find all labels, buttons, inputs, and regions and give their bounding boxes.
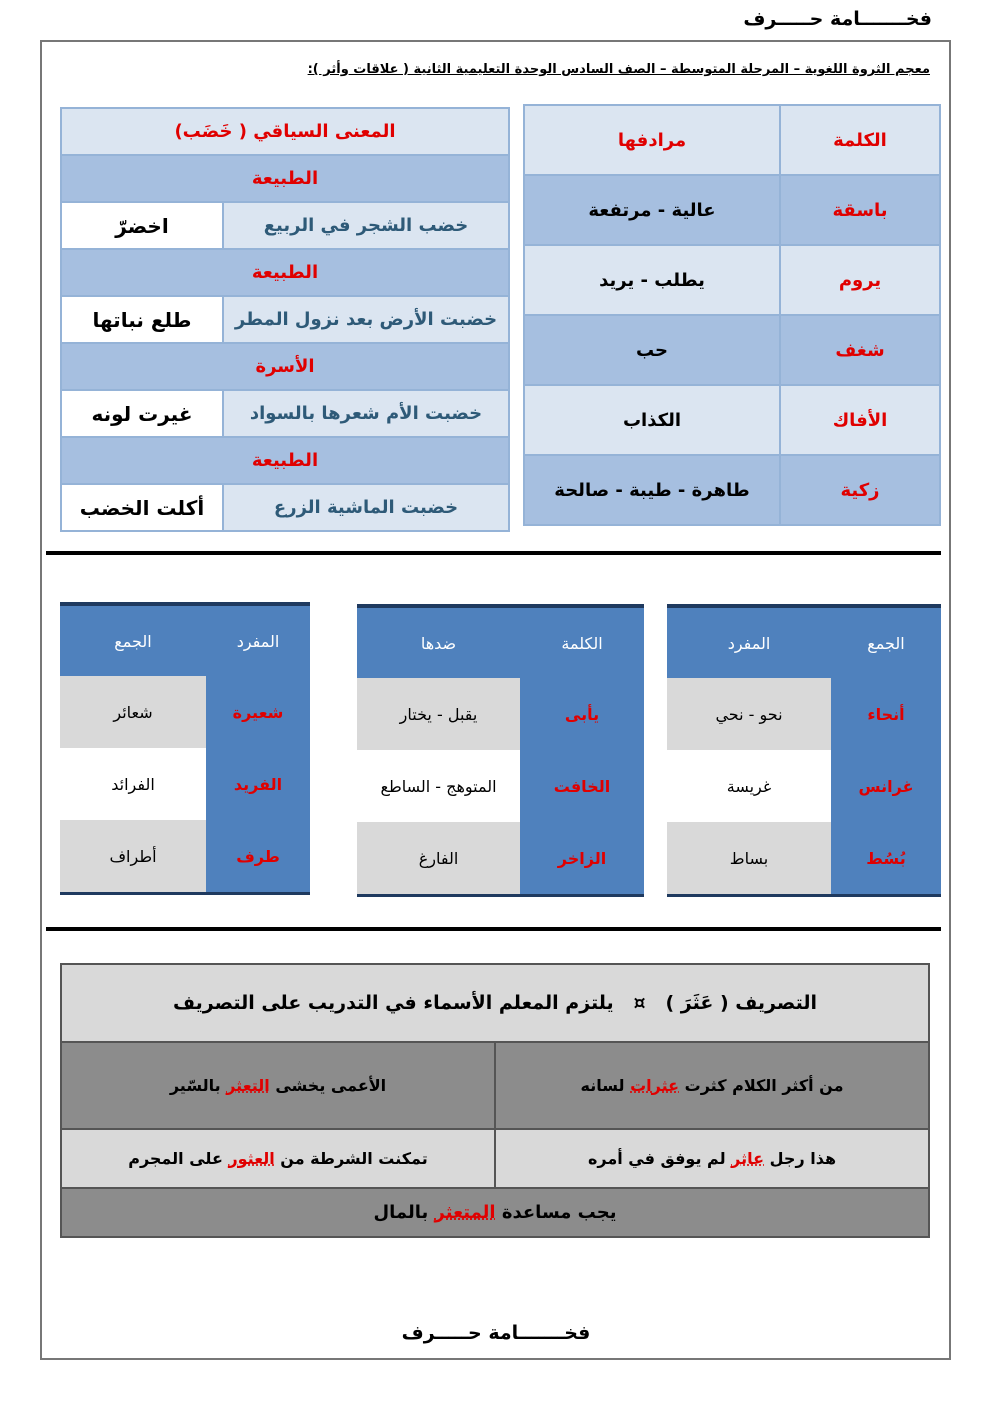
meaning-category: الطبيعة — [61, 155, 509, 202]
contextual-meaning-table — [60, 107, 510, 532]
meaning-value: طلع نباتها — [61, 296, 223, 343]
header-antonym: ضدها — [357, 608, 520, 678]
synonym-word: يروم — [780, 245, 940, 315]
synonym-value: الكذاب — [524, 385, 780, 455]
synonym-value: يطلب - يريد — [524, 245, 780, 315]
plural-word: الفرائد — [60, 748, 206, 820]
header-plural: الجمع — [831, 608, 941, 678]
singular-plural-table — [60, 602, 310, 895]
singular-word: نحو - نحي — [667, 678, 831, 750]
plural-word: شعائر — [60, 676, 206, 748]
antonym-value: الفارغ — [357, 822, 520, 894]
synonyms-header-synonym: مرادفها — [524, 105, 780, 175]
meaning-category: الأسرة — [61, 343, 509, 390]
antonym-value: يقبل - يختار — [357, 678, 520, 750]
meaning-sentence: خضب الشجر في الربيع — [223, 202, 509, 249]
conjugation-sentence: من أكثر الكلام كثرت عثرات لسانه — [495, 1042, 929, 1129]
conjugation-sentence: هذا رجل عاثر لم يوفق في أمره — [495, 1129, 929, 1188]
meaning-table-title: المعنى السياقي ( خَضَب) — [61, 108, 509, 155]
antonym-word: يأبى — [520, 678, 644, 750]
antonym-word: الزاخر — [520, 822, 644, 894]
synonym-word: الأفاك — [780, 385, 940, 455]
page-subtitle: معجم الثروة اللغوية – المرحلة المتوسطة – الصف السادس الوحدة التعليمية الثانية ( علاقات وأثر ): — [307, 62, 930, 77]
synonym-value: حب — [524, 315, 780, 385]
header-singular: المفرد — [206, 606, 310, 676]
meaning-category: الطبيعة — [61, 437, 509, 484]
meaning-sentence: خضبت الأم شعرها بالسواد — [223, 390, 509, 437]
antonym-word: الخافت — [520, 750, 644, 822]
antonyms-table — [357, 604, 644, 897]
conjugated-word: التعثر — [226, 1076, 270, 1095]
conjugated-word: العثور — [228, 1149, 275, 1168]
meaning-value: اخضرّ — [61, 202, 223, 249]
singular-word: طرف — [206, 820, 310, 892]
singular-word: الفريد — [206, 748, 310, 820]
meaning-sentence: خضبت الماشية الزرع — [223, 484, 509, 531]
meaning-category: الطبيعة — [61, 249, 509, 296]
header-plural: الجمع — [60, 606, 206, 676]
conjugation-table — [60, 963, 930, 1238]
conjugated-word: عثرات — [630, 1076, 680, 1095]
plural-word: غرانس — [831, 750, 941, 822]
singular-word: غريسة — [667, 750, 831, 822]
synonym-word: شغف — [780, 315, 940, 385]
conjugated-word: المتعثر — [434, 1202, 496, 1223]
section-divider — [46, 927, 941, 931]
singular-word: بساط — [667, 822, 831, 894]
brand-header: فخـــــــامة حـــــرف — [743, 8, 932, 30]
meaning-sentence: خضبت الأرض بعد نزول المطر — [223, 296, 509, 343]
antonym-value: المتوهج - الساطع — [357, 750, 520, 822]
synonym-word: زكية — [780, 455, 940, 525]
synonym-word: باسقة — [780, 175, 940, 245]
conjugation-sentence: تمكنت الشرطة من العثور على المجرم — [61, 1129, 495, 1188]
brand-footer: فخـــــــامة حـــــرف — [401, 1322, 591, 1344]
synonyms-header-word: الكلمة — [780, 105, 940, 175]
plural-word: بُسُط — [831, 822, 941, 894]
singular-word: شعيرة — [206, 676, 310, 748]
plural-singular-table — [667, 604, 941, 897]
conjugation-title: التصريف ( عَثَرَ ) — [665, 992, 817, 1014]
section-divider — [46, 551, 941, 555]
meaning-value: غيرت لونه — [61, 390, 223, 437]
plural-word: أطراف — [60, 820, 206, 892]
synonyms-table — [523, 104, 941, 526]
synonym-value: طاهرة - طيبة - صالحة — [524, 455, 780, 525]
synonym-value: عالية - مرتفعة — [524, 175, 780, 245]
header-singular: المفرد — [667, 608, 831, 678]
conjugation-sentence: الأعمى يخشى التعثر بالسّير — [61, 1042, 495, 1129]
conjugation-sentence: يجب مساعدة المتعثر بالمال — [61, 1188, 929, 1237]
conjugation-instruction: يلتزم المعلم الأسماء في التدريب على التصريف — [173, 992, 614, 1014]
bullet-symbol: ¤ — [633, 992, 646, 1014]
header-word: الكلمة — [520, 608, 644, 678]
conjugation-header — [61, 964, 929, 1042]
meaning-value: أكلت الخضب — [61, 484, 223, 531]
plural-word: أنحاء — [831, 678, 941, 750]
conjugated-word: عاثر — [731, 1149, 765, 1168]
